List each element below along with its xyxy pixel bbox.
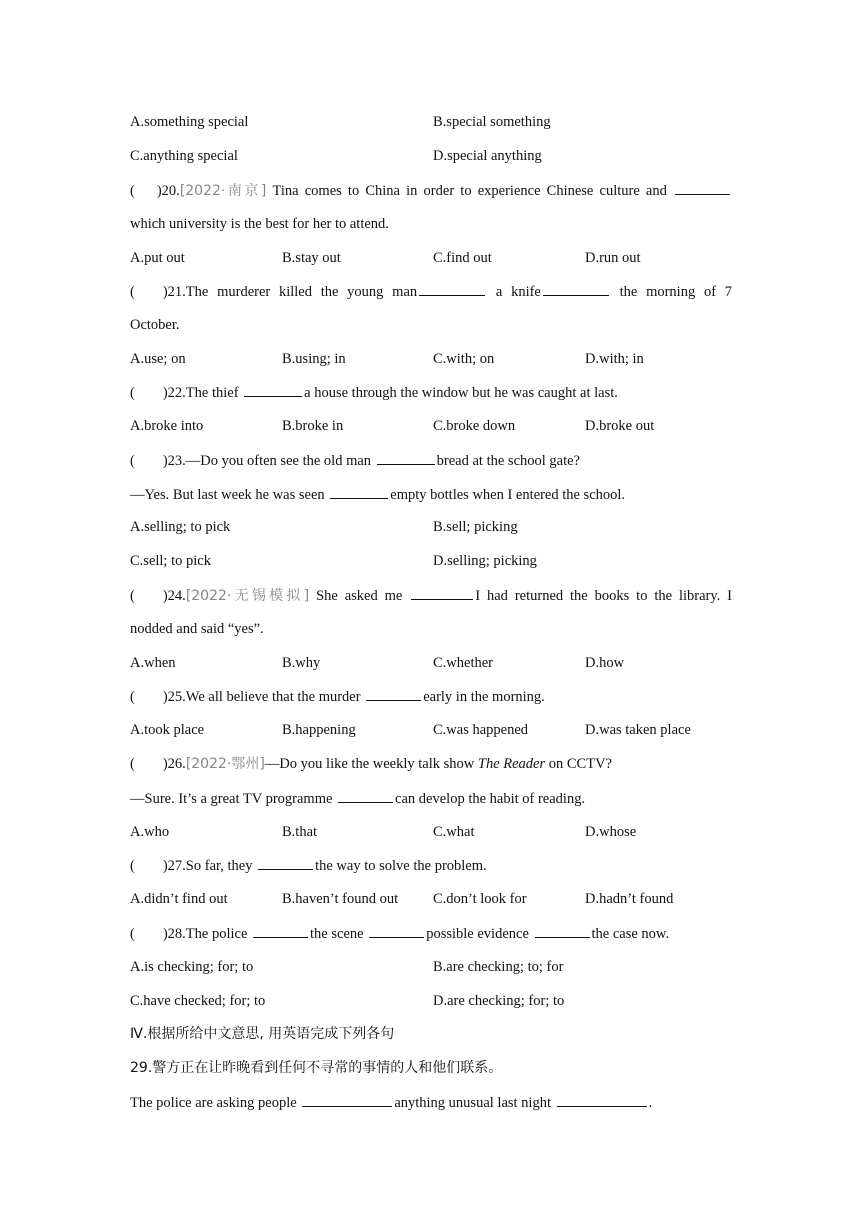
q26-option-a: A.who	[130, 824, 170, 840]
q25-option-b: B.happening	[282, 722, 356, 738]
q25-stem	[130, 686, 545, 707]
q20-blank[interactable]	[675, 180, 730, 195]
q19-option-a: A.something special	[130, 114, 249, 130]
q24-text-b: I had returned the books to the library. I	[475, 588, 733, 604]
q21-option-b: B.using; in	[282, 351, 346, 367]
q20-source: [2022·南京]	[179, 183, 267, 199]
q27-option-a: A.didn’t find out	[130, 891, 228, 907]
q23-reply	[130, 484, 625, 505]
q23-paren: (	[130, 453, 135, 469]
q22-number: )22.The thief	[162, 385, 239, 401]
q28-paren: (	[130, 926, 135, 942]
q28-blank-3[interactable]	[535, 923, 590, 938]
q19-option-d: D.special anything	[433, 148, 542, 164]
q24-text: She asked me	[316, 588, 403, 604]
q26-number: )26.	[162, 756, 186, 772]
q26-option-d: D.whose	[585, 824, 637, 840]
q21-number: )21.The murderer killed the young man	[162, 284, 418, 300]
q29-en-b: anything unusual last night	[394, 1095, 551, 1111]
q19-option-c: C.anything special	[130, 148, 238, 164]
q21-blank-2[interactable]	[543, 281, 609, 296]
q20-stem-cont: which university is the best for her to attend.	[130, 216, 389, 232]
q28-blank-2[interactable]	[369, 923, 424, 938]
q23-reply-a: —Yes. But last week he was seen	[130, 487, 325, 503]
q28-option-a: A.is checking; for; to	[130, 959, 254, 975]
q24-option-a: A.when	[130, 655, 176, 671]
q29-blank-1[interactable]	[302, 1092, 392, 1107]
q22-option-d: D.broke out	[585, 418, 655, 434]
q28-part-3: the case now.	[591, 926, 670, 942]
q28-option-b: B.are checking; to; for	[433, 959, 564, 975]
q22-option-c: C.broke down	[433, 418, 516, 434]
q23-option-b: B.sell; picking	[433, 519, 518, 535]
q28-stem	[130, 923, 669, 944]
q29-english	[130, 1092, 652, 1113]
q25-option-c: C.was happened	[433, 722, 529, 738]
q21-mid2: the morning of 7	[619, 284, 733, 300]
q23-blank-1[interactable]	[377, 450, 435, 465]
q22-option-b: B.broke in	[282, 418, 344, 434]
q25-paren: (	[130, 689, 135, 705]
q28-blank-1[interactable]	[253, 923, 308, 938]
q20-number: )20.	[156, 183, 180, 199]
q29-en-a: The police are asking people	[130, 1095, 297, 1111]
q21-mid1: a knife	[495, 284, 541, 300]
q21-option-a: A.use; on	[130, 351, 186, 367]
q27-blank[interactable]	[258, 855, 313, 870]
q20-paren: (	[130, 183, 135, 199]
q23-option-a: A.selling; to pick	[130, 519, 231, 535]
q20-option-b: B.stay out	[282, 250, 341, 266]
q22-stem	[130, 382, 618, 403]
q24-blank[interactable]	[411, 585, 473, 600]
q27-rest: the way to solve the problem.	[315, 858, 487, 874]
q20-stem	[130, 180, 732, 201]
q23-option-c: C.sell; to pick	[130, 553, 211, 569]
q28-option-c: C.have checked; for; to	[130, 993, 266, 1009]
q25-rest: early in the morning.	[423, 689, 545, 705]
q24-stem	[130, 585, 732, 606]
q25-blank[interactable]	[366, 686, 421, 701]
q22-option-a: A.broke into	[130, 418, 204, 434]
q24-option-c: C.whether	[433, 655, 493, 671]
q28-number: )28.The police	[162, 926, 248, 942]
q20-option-a: A.put out	[130, 250, 185, 266]
q28-part-1: the scene	[310, 926, 364, 942]
q27-stem	[130, 855, 487, 876]
q28-option-d: D.are checking; for; to	[433, 993, 565, 1009]
q23-number: )23.—Do you often see the old man	[162, 453, 372, 469]
q21-stem-cont: October.	[130, 317, 180, 333]
q24-option-b: B.why	[282, 655, 321, 671]
q21-option-d: D.with; in	[585, 351, 644, 367]
q25-option-a: A.took place	[130, 722, 205, 738]
q23-reply-b: empty bottles when I entered the school.	[390, 487, 626, 503]
q29-en-c: .	[648, 1095, 653, 1111]
q22-blank[interactable]	[244, 382, 302, 397]
q27-paren: (	[130, 858, 135, 874]
q22-rest: a house through the window but he was caught at last.	[304, 385, 618, 401]
q20-option-c: C.find out	[433, 250, 492, 266]
q27-option-d: D.hadn’t found	[585, 891, 674, 907]
q26-reply-b: can develop the habit of reading.	[395, 791, 586, 807]
q26-option-c: C.what	[433, 824, 475, 840]
q19-option-b: B.special something	[433, 114, 551, 130]
q26-paren: (	[130, 756, 135, 772]
q26-reply-a: —Sure. It’s a great TV programme	[130, 791, 333, 807]
q21-stem	[130, 281, 732, 302]
q26-stem	[130, 754, 612, 774]
q27-option-c: C.don’t look for	[433, 891, 527, 907]
q29-chinese: 29.警方正在让昨晚看到任何不寻常的事情的人和他们联系。	[130, 1060, 503, 1076]
q21-paren: (	[130, 284, 135, 300]
q25-option-d: D.was taken place	[585, 722, 691, 738]
q29-blank-2[interactable]	[557, 1092, 647, 1107]
q22-paren: (	[130, 385, 135, 401]
q26-show-title: The Reader	[477, 756, 546, 772]
q21-blank-1[interactable]	[419, 281, 485, 296]
q24-option-d: D.how	[585, 655, 625, 671]
q26-option-b: B.that	[282, 824, 318, 840]
q26-text-a: —Do you like the weekly talk show	[264, 756, 475, 772]
q26-source: [2022·鄂州]	[185, 756, 265, 772]
q24-stem-cont: nodded and said “yes”.	[130, 621, 264, 637]
q27-number: )27.So far, they	[162, 858, 253, 874]
q24-source: [2022·无锡模拟]	[185, 588, 310, 604]
q27-option-b: B.haven’t found out	[282, 891, 399, 907]
q21-option-c: C.with; on	[433, 351, 495, 367]
q26-blank[interactable]	[338, 788, 393, 803]
q20-option-d: D.run out	[585, 250, 641, 266]
q23-rest: bread at the school gate?	[436, 453, 580, 469]
q26-reply	[130, 788, 585, 809]
q23-stem	[130, 450, 580, 471]
q20-text: Tina comes to China in order to experience Chinese culture and	[272, 183, 667, 199]
q24-paren: (	[130, 588, 135, 604]
q26-text-b: on CCTV?	[548, 756, 612, 772]
q28-part-2: possible evidence	[426, 926, 529, 942]
q24-number: )24.	[162, 588, 186, 604]
q23-option-d: D.selling; picking	[433, 553, 537, 569]
q25-number: )25.We all believe that the murder	[162, 689, 361, 705]
q23-blank-2[interactable]	[330, 484, 388, 499]
section-4-title: Ⅳ.根据所给中文意思, 用英语完成下列各句	[130, 1026, 395, 1042]
